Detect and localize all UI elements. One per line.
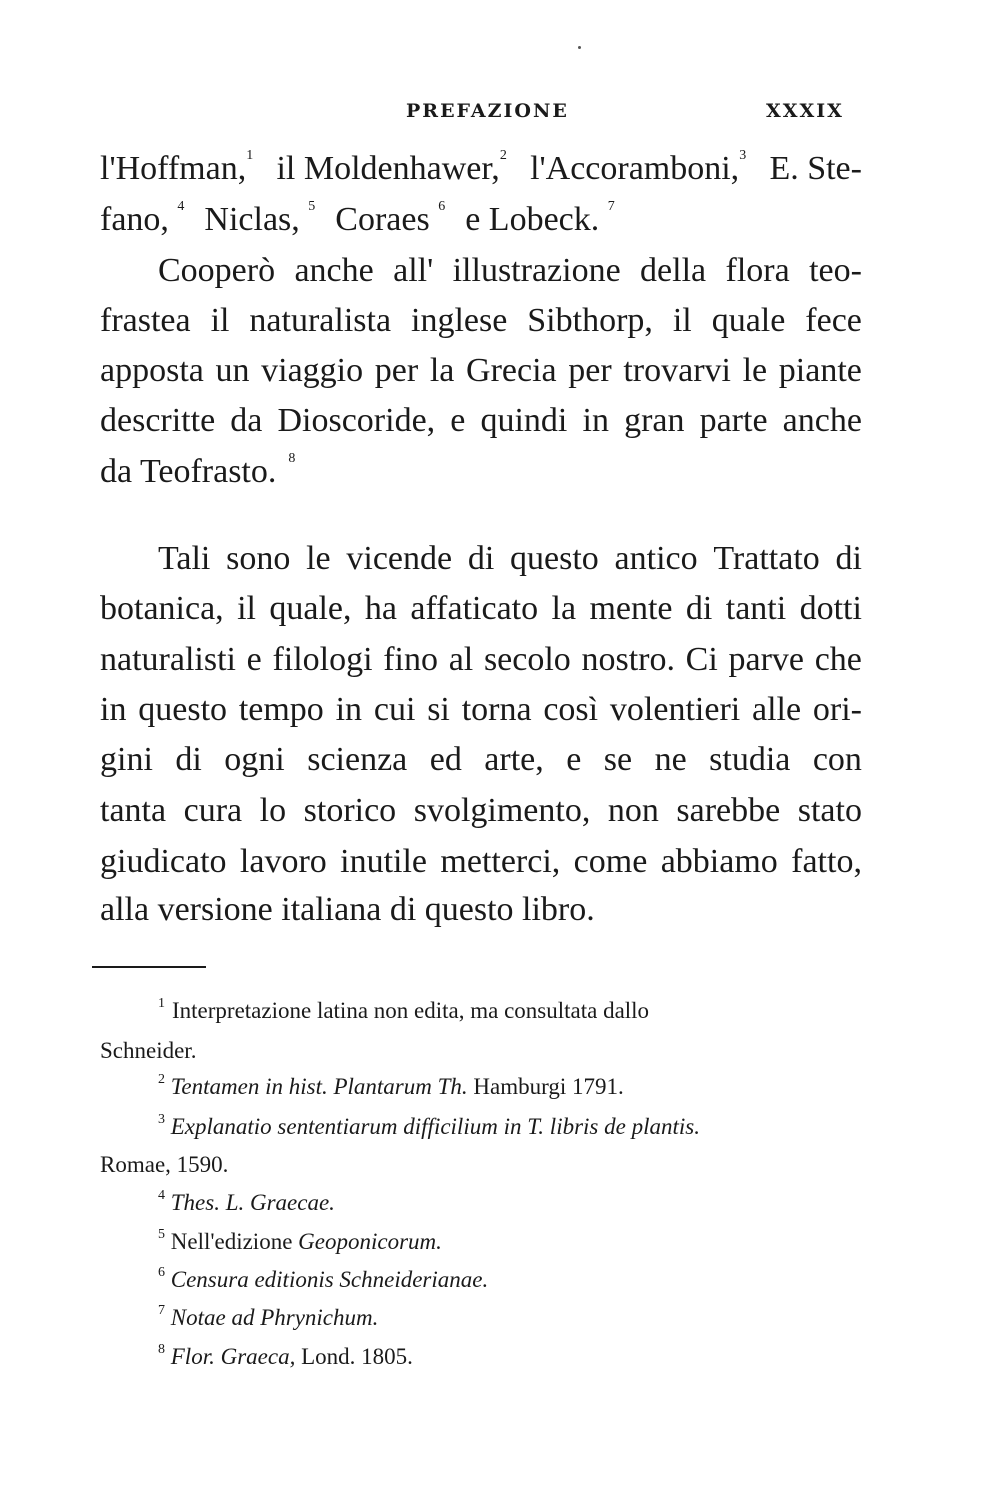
word: studia — [709, 741, 791, 778]
text-line — [100, 741, 862, 779]
word: secolo — [483, 641, 571, 678]
word: il — [672, 302, 692, 339]
word: storico — [303, 792, 397, 829]
word: della — [640, 252, 707, 289]
word: arte, — [484, 741, 544, 778]
footnote-text: Lond. 1805. — [301, 1344, 413, 1369]
text-segment: e Lobeck. — [465, 201, 600, 238]
footnote-5 — [100, 1229, 920, 1255]
footnote-title: Notae ad Phrynichum. — [170, 1305, 379, 1330]
word: fatto, — [791, 843, 862, 880]
word: naturalista — [249, 302, 392, 339]
footnote-marker: 2 — [499, 148, 507, 163]
word: ogni — [224, 741, 285, 778]
word: questo — [510, 540, 599, 577]
word: scienza — [307, 741, 408, 778]
word: cura — [183, 792, 243, 829]
word: filologi — [272, 641, 373, 678]
word: la — [551, 590, 577, 627]
word: in — [582, 402, 609, 439]
word: vicende — [346, 540, 453, 577]
word: gran — [624, 402, 685, 439]
word: quindi — [480, 402, 568, 439]
word: Ci — [685, 641, 718, 678]
word: descritte — [100, 402, 216, 439]
word: naturalisti — [100, 641, 236, 678]
text-line — [100, 252, 862, 290]
word: apposta — [100, 352, 204, 389]
word: illustrazione — [452, 252, 621, 289]
word: e — [450, 402, 466, 439]
word: anche — [782, 402, 862, 439]
word: e — [246, 641, 262, 678]
word: giudicato — [100, 843, 227, 880]
footnote-number: 3 — [158, 1112, 165, 1127]
word: nostro. — [581, 641, 675, 678]
footnote-3 — [100, 1114, 920, 1140]
word: Trattato — [713, 540, 820, 577]
text-line — [100, 352, 862, 390]
word: in — [335, 691, 363, 728]
word: viaggio — [261, 352, 364, 389]
word: ne — [654, 741, 687, 778]
footnote-number: 1 — [158, 996, 165, 1011]
word: piante — [778, 352, 862, 389]
scan-speck — [578, 46, 581, 49]
footnote-text: Hamburgi 1791. — [473, 1074, 624, 1099]
footnote-marker: 5 — [308, 199, 316, 214]
word: per — [374, 352, 419, 389]
word: tanti — [725, 590, 787, 627]
text-line — [100, 402, 862, 440]
footnote-marker: 8 — [288, 451, 296, 466]
word: di — [835, 540, 862, 577]
word: quale, — [269, 590, 352, 627]
word: inglese — [411, 302, 508, 339]
word: come — [573, 843, 648, 880]
text-line — [100, 590, 862, 628]
text-segment: Niclas, — [204, 201, 300, 238]
word: botanica, — [100, 590, 224, 627]
word: ori- — [812, 691, 862, 728]
word: stato — [797, 792, 862, 829]
text-line: alla versione italiana di questo libro. — [100, 891, 595, 928]
word: fece — [805, 302, 862, 339]
word: Cooperò — [158, 252, 276, 289]
word: se — [603, 741, 633, 778]
word: gini — [100, 741, 153, 778]
footnote-marker: 4 — [177, 199, 185, 214]
word: il — [210, 302, 230, 339]
word: Sibthorp, — [527, 302, 653, 339]
text-line — [100, 540, 862, 578]
text-line — [100, 691, 862, 729]
text-segment: l'Hoffman, — [100, 150, 247, 187]
footnote-title: Flor. Graeca, — [170, 1344, 296, 1369]
word: frastea — [100, 302, 191, 339]
footnote-7 — [100, 1305, 920, 1331]
footnote-8 — [100, 1344, 920, 1370]
text-segment: E. Ste- — [769, 150, 862, 187]
word: Tali — [158, 540, 211, 577]
word: la — [429, 352, 455, 389]
running-head — [0, 100, 1000, 130]
word: all' — [393, 252, 434, 289]
footnote-marker: 1 — [246, 148, 254, 163]
word: parve — [728, 641, 804, 678]
word: il — [237, 590, 256, 627]
footnote-6 — [100, 1267, 920, 1293]
text-line — [100, 302, 862, 340]
footnote-title: Geoponicorum. — [298, 1229, 442, 1254]
word: che — [814, 641, 862, 678]
word: teo- — [809, 252, 862, 289]
footnote-number: 2 — [158, 1072, 165, 1087]
text-line — [100, 792, 862, 830]
word: e — [566, 741, 582, 778]
word: parte — [699, 402, 768, 439]
word: affaticato — [410, 590, 539, 627]
word: torna — [461, 691, 532, 728]
word: lo — [259, 792, 287, 829]
word: tanta — [100, 792, 167, 829]
footnote-3-cont — [100, 1152, 862, 1178]
word: abbiamo — [660, 843, 778, 880]
footnote-text: Interpretazione latina non edita, ma consultata dallo — [172, 998, 650, 1023]
text-segment: l'Accoramboni, — [530, 150, 740, 187]
text-segment: da Teofrasto. — [100, 453, 277, 490]
word: di — [175, 741, 202, 778]
footnote-text: Nell'edizione — [170, 1229, 293, 1254]
word: si — [427, 691, 450, 728]
word: antico — [614, 540, 698, 577]
word: di — [467, 540, 495, 577]
word: al — [448, 641, 474, 678]
word: cui — [373, 691, 416, 728]
word: lavoro — [239, 843, 327, 880]
word: Dioscoride, — [277, 402, 436, 439]
word: questo — [138, 691, 228, 728]
footnote-marker: 6 — [438, 199, 446, 214]
word: quale — [711, 302, 786, 339]
footnote-number: 5 — [158, 1227, 165, 1242]
word: in — [100, 691, 127, 728]
footnote-2 — [100, 1074, 920, 1100]
text-segment: fano, — [100, 201, 169, 238]
word: Grecia — [466, 352, 557, 389]
word: ha — [364, 590, 397, 627]
footnote-marker: 3 — [739, 148, 747, 163]
word: un — [215, 352, 250, 389]
footnote-number: 6 — [158, 1265, 165, 1280]
running-title: PREFAZIONE — [406, 100, 569, 122]
word: volentieri — [609, 691, 741, 728]
word: per — [568, 352, 612, 389]
word: alle — [752, 691, 802, 728]
footnote-4 — [100, 1190, 920, 1216]
word: anche — [294, 252, 374, 289]
page-number: XXXIX — [766, 100, 844, 122]
word: da — [230, 402, 263, 439]
word: le — [306, 540, 331, 577]
footnote-number: 4 — [158, 1188, 165, 1203]
footnote-title: Censura editionis Schneiderianae. — [170, 1267, 489, 1292]
footnote-title: Thes. L. Graecae. — [170, 1190, 335, 1215]
word: sarebbe — [676, 792, 781, 829]
word: dotti — [799, 590, 862, 627]
text-line — [100, 843, 862, 881]
footnote-text: Romae, 1590. — [100, 1152, 229, 1177]
word: le — [742, 352, 768, 389]
word: metterci, — [440, 843, 561, 880]
word: flora — [725, 252, 790, 289]
word: sono — [226, 540, 291, 577]
footnote-rule — [92, 966, 206, 968]
footnote-1 — [100, 998, 862, 1024]
word: di — [685, 590, 713, 627]
footnote-number: 8 — [158, 1342, 165, 1357]
footnote-marker: 7 — [607, 199, 615, 214]
text-line — [100, 453, 862, 491]
word: con — [812, 741, 862, 778]
word: fino — [383, 641, 439, 678]
footnote-1-cont — [100, 1038, 862, 1064]
word: trovarvi — [623, 352, 731, 389]
text-line — [100, 201, 862, 239]
footnote-title: Explanatio sententiarum difficilium in T. libris de plantis. — [170, 1114, 700, 1139]
footnote-title: Tentamen in hist. Plantarum Th. — [170, 1074, 468, 1099]
word: tempo — [238, 691, 324, 728]
word: mente — [589, 590, 673, 627]
footnote-number: 7 — [158, 1303, 165, 1318]
word: ed — [429, 741, 462, 778]
word: svolgimento, — [413, 792, 591, 829]
word: inutile — [340, 843, 428, 880]
word: così — [543, 691, 599, 728]
footnote-text: Schneider. — [100, 1038, 197, 1063]
text-segment: Coraes — [335, 201, 430, 238]
text-line — [100, 150, 862, 188]
word: non — [607, 792, 659, 829]
text-line — [100, 641, 862, 679]
text-segment: il Moldenhawer, — [276, 150, 500, 187]
